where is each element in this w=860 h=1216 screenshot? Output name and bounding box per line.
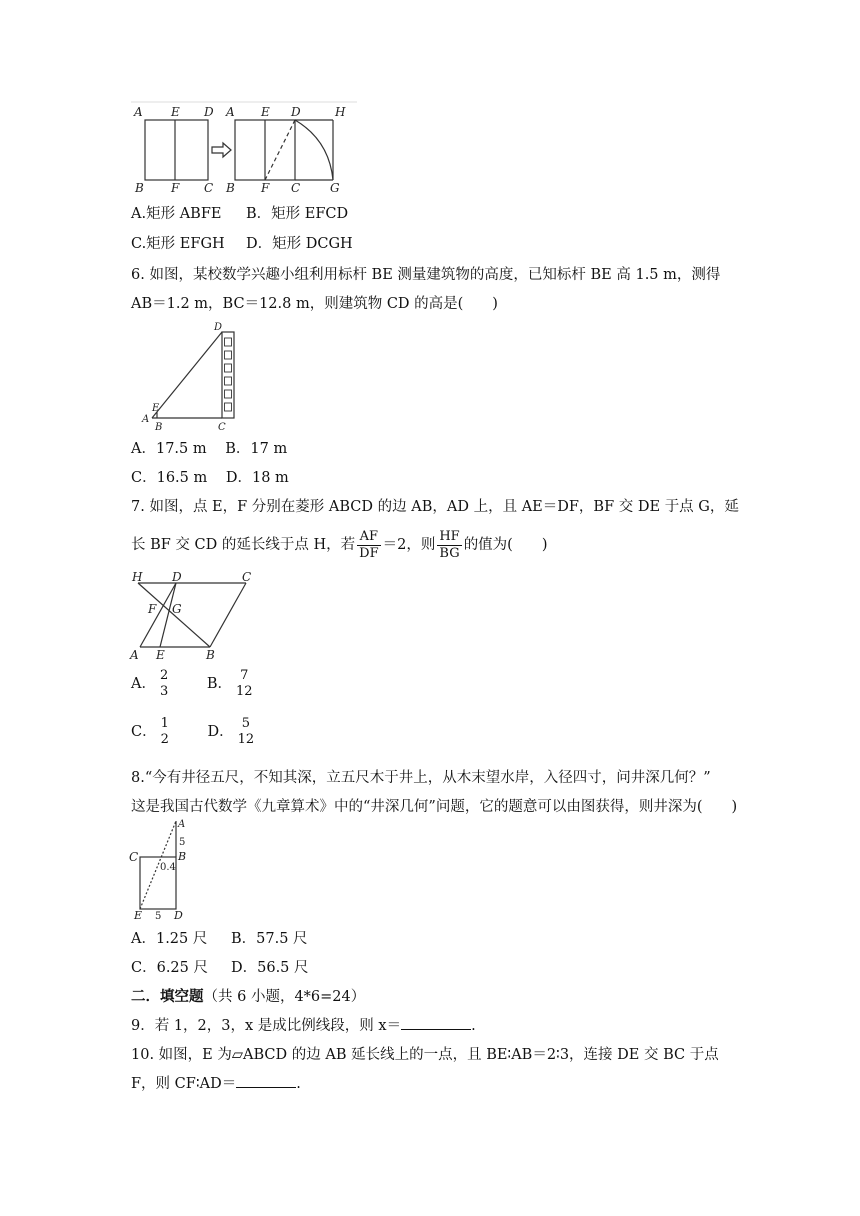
fraction-numerator: 5 bbox=[241, 716, 251, 731]
q7-fraction-af-df bbox=[357, 529, 380, 562]
q5-label: B bbox=[226, 181, 235, 195]
q8-option-d: D．56.5 尺 bbox=[231, 960, 309, 976]
q8-label-5-vertical: 5 bbox=[179, 837, 186, 848]
fraction-numerator: AF bbox=[357, 529, 380, 546]
q8-label-a: A bbox=[178, 819, 186, 830]
q5-label: G bbox=[330, 181, 340, 195]
q8-figure bbox=[128, 817, 198, 923]
q6-figure bbox=[138, 320, 248, 432]
q9-end: . bbox=[471, 1018, 476, 1034]
q6-label-e: E bbox=[152, 403, 160, 414]
q5-label: E bbox=[171, 105, 180, 119]
q5-option-d: D．矩形 DCGH bbox=[246, 236, 353, 252]
q9-prompt: 9．若 1，2，3，x 是成比例线段，则 x＝ bbox=[131, 1018, 402, 1034]
q8-options-row-2 bbox=[131, 958, 309, 978]
q5-label: D bbox=[204, 105, 214, 119]
q7-option-b-fraction bbox=[234, 668, 255, 700]
fraction-denominator: 12 bbox=[237, 732, 255, 747]
q6-label-a: A bbox=[142, 414, 150, 425]
q7-options-row-2 bbox=[131, 712, 258, 752]
fraction-numerator: 2 bbox=[159, 668, 169, 683]
q8-label-5-horizontal: 5 bbox=[155, 911, 162, 922]
q7-text-part: 长 BF 交 CD 的延长线于点 H，若 bbox=[131, 537, 356, 553]
q7-label-a: A bbox=[130, 648, 139, 661]
q7-option-a-label: A． bbox=[131, 676, 156, 692]
fraction-denominator: BG bbox=[439, 545, 460, 561]
q6-options-row-1 bbox=[131, 439, 287, 459]
q7-fraction-hf-bg bbox=[437, 529, 461, 562]
q6-option-a: A．17.5 m bbox=[131, 441, 207, 457]
q7-option-b-label: B． bbox=[206, 676, 233, 692]
q6-option-c: C．16.5 m bbox=[131, 470, 208, 486]
q8-label-0-4: 0.4 bbox=[160, 862, 176, 873]
q6-option-d: D．18 m bbox=[225, 470, 289, 486]
q10-answer-blank[interactable] bbox=[236, 1087, 296, 1088]
q7-label-g: G bbox=[172, 602, 182, 616]
q5-figure bbox=[131, 100, 361, 195]
q8-label-b: B bbox=[178, 850, 187, 863]
q5-options-row-1 bbox=[131, 204, 349, 224]
q10-end: . bbox=[296, 1076, 301, 1092]
section-note: （共 6 小题，4*6=24） bbox=[203, 989, 366, 1005]
q5-option-a: A.矩形 ABFE bbox=[131, 206, 222, 222]
q6-label-d: D bbox=[214, 322, 223, 333]
q5-label: A bbox=[226, 105, 235, 119]
fraction-denominator: 2 bbox=[160, 732, 169, 747]
q7-label-h: H bbox=[132, 571, 143, 584]
q5-option-b: B．矩形 EFCD bbox=[246, 206, 349, 222]
q6-label-c: C bbox=[218, 422, 226, 432]
q5-label: D bbox=[291, 105, 301, 119]
q8-label-c: C bbox=[129, 850, 139, 864]
q6-text-line-2: AB＝1.2 m，BC＝12.8 m，则建筑物 CD 的高是( ) bbox=[131, 296, 498, 312]
q7-options-row-1 bbox=[131, 664, 257, 704]
q7-label-d: D bbox=[172, 571, 182, 584]
q6-label-b: B bbox=[155, 422, 163, 432]
q8-option-c: C．6.25 尺 bbox=[131, 960, 208, 976]
fraction-numerator: 1 bbox=[160, 716, 169, 731]
q5-label: C bbox=[291, 181, 301, 195]
fraction-denominator: DF bbox=[359, 545, 379, 561]
q8-option-a: A．1.25 尺 bbox=[131, 931, 208, 947]
q5-label: E bbox=[261, 105, 270, 119]
q5-label: C bbox=[204, 181, 214, 195]
fraction-denominator: 12 bbox=[236, 684, 253, 699]
fraction-numerator: HF bbox=[439, 528, 460, 544]
q5-label: H bbox=[335, 105, 346, 119]
q7-text-line-1: 7. 如图，点 E，F 分别在菱形 ABCD 的边 AB，AD 上，且 AE＝DF，BF 交 DE 于点 G，延 bbox=[131, 499, 739, 515]
q5-label: F bbox=[261, 181, 270, 195]
q7-label-c: C bbox=[242, 571, 252, 584]
q6-text-line-1: 6. 如图，某校数学兴趣小组利用标杆 BE 测量建筑物的高度，已知标杆 BE 高 1.5 m，测得 bbox=[131, 267, 721, 283]
q7-option-d-label: D． bbox=[207, 724, 234, 740]
q10-text-line-1: 10. 如图，E 为▱ABCD 的边 AB 延长线上的一点，且 BE∶AB＝2∶3，连接 DE 交 BC 于点 bbox=[131, 1047, 719, 1063]
q8-text-line-2: 这是我国古代数学《九章算术》中的“井深几何”问题，它的题意可以由图获得，则井深为( ) bbox=[131, 799, 738, 815]
q8-options-row-1 bbox=[131, 929, 308, 949]
q5-label: A bbox=[134, 105, 143, 119]
q6-option-b: B．17 m bbox=[225, 441, 288, 457]
q10-prompt: F，则 CF∶AD＝ bbox=[131, 1076, 237, 1092]
q7-text-line-2 bbox=[131, 525, 548, 565]
section-heading bbox=[131, 987, 365, 1007]
q7-option-d-fraction bbox=[236, 716, 257, 748]
q7-text-part: ＝2，则 bbox=[382, 537, 436, 553]
q5-label: F bbox=[171, 181, 180, 195]
q5-options-row-2 bbox=[131, 234, 353, 254]
q7-text-part: 的值为( ) bbox=[463, 537, 548, 553]
q7-option-c-label: C． bbox=[131, 724, 157, 740]
q8-label-d: D bbox=[174, 909, 183, 922]
q6-options-row-2 bbox=[131, 468, 289, 488]
fraction-numerator: 7 bbox=[240, 668, 249, 683]
q8-label-e: E bbox=[134, 909, 143, 922]
q8-text-line-1: 8.“今有井径五尺，不知其深，立五尺木于井上，从木末望水岸，入径四寸，问井深几何？” bbox=[131, 770, 711, 786]
q7-label-f: F bbox=[148, 602, 157, 616]
q5-option-c: C.矩形 EFGH bbox=[131, 236, 225, 252]
fraction-denominator: 3 bbox=[159, 684, 169, 699]
q7-figure bbox=[128, 571, 258, 661]
q5-label: B bbox=[135, 181, 144, 195]
q7-label-e: E bbox=[156, 648, 165, 661]
q9-answer-blank[interactable] bbox=[401, 1029, 471, 1030]
section-title: 二．填空题 bbox=[131, 988, 204, 1005]
q10-text-line-2 bbox=[131, 1074, 301, 1094]
q7-option-a-fraction bbox=[158, 668, 170, 700]
q8-option-b: B．57.5 尺 bbox=[231, 931, 308, 947]
q9-text bbox=[131, 1016, 476, 1036]
q7-option-c-fraction bbox=[159, 716, 171, 748]
q7-label-b: B bbox=[206, 648, 215, 661]
